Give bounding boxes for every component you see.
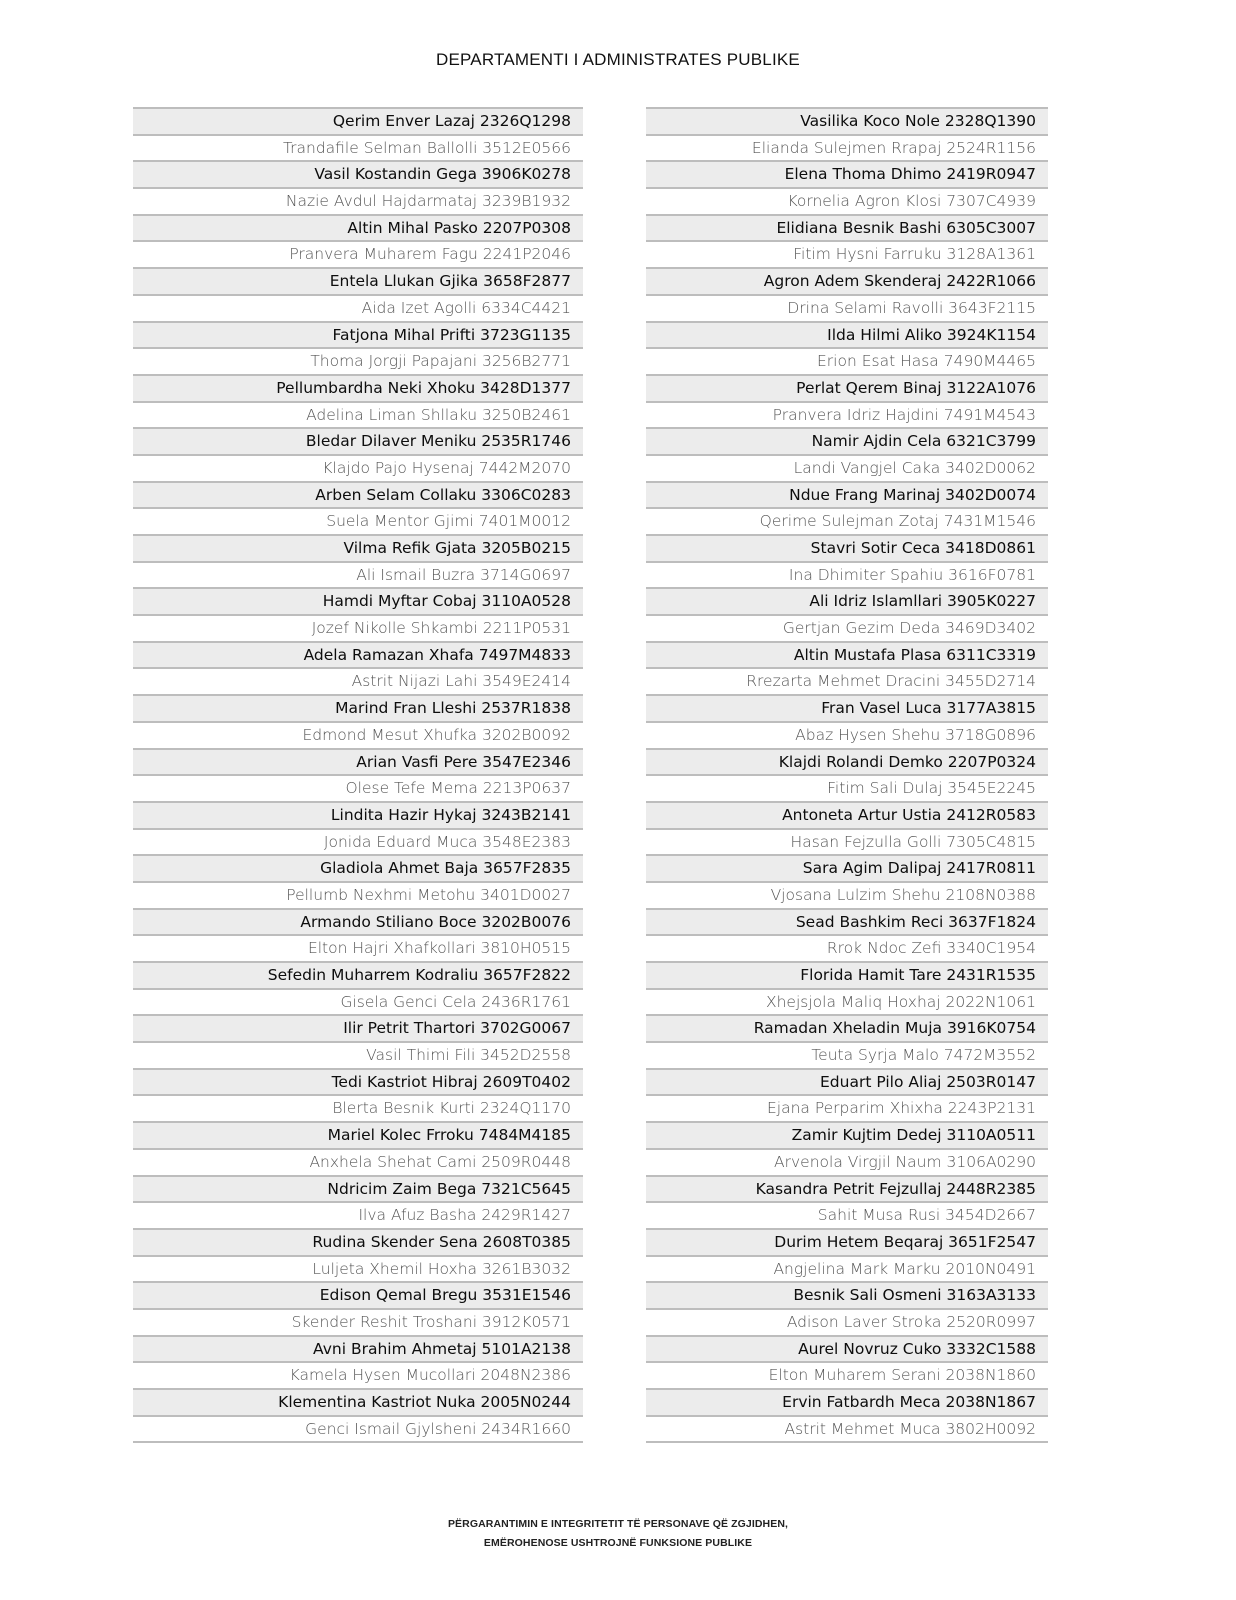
list-item: Avni Brahim Ahmetaj 5101A2138 bbox=[133, 1335, 583, 1362]
list-item: Vasil Thimi Fili 3452D2558 bbox=[133, 1041, 583, 1068]
footer-line-1: PËRGARANTIMIN E INTEGRITETIT TË PERSONAVE QË ZGJIDHEN, bbox=[447, 1518, 789, 1530]
list-item: Pranvera Idriz Hajdini 7491M4543 bbox=[646, 401, 1048, 428]
list-item: Ilir Petrit Thartori 3702G0067 bbox=[133, 1014, 583, 1041]
list-item: Edmond Mesut Xhufka 3202B0092 bbox=[133, 721, 583, 748]
list-item: Sefedin Muharrem Kodraliu 3657F2822 bbox=[133, 961, 583, 988]
list-item: Zamir Kujtim Dedej 3110A0511 bbox=[646, 1121, 1048, 1148]
list-item: Rrezarta Mehmet Dracini 3455D2714 bbox=[646, 667, 1048, 694]
list-item: Tedi Kastriot Hibraj 2609T0402 bbox=[133, 1068, 583, 1095]
list-item: Ndue Frang Marinaj 3402D0074 bbox=[646, 481, 1048, 508]
list-item: Fitim Hysni Farruku 3128A1361 bbox=[646, 240, 1048, 267]
list-item: Pranvera Muharem Fagu 2241P2046 bbox=[133, 240, 583, 267]
list-bottom-rule bbox=[646, 1441, 1048, 1443]
list-item: Gladiola Ahmet Baja 3657F2835 bbox=[133, 854, 583, 881]
list-item: Agron Adem Skenderaj 2422R1066 bbox=[646, 267, 1048, 294]
list-item: Qerim Enver Lazaj 2326Q1298 bbox=[133, 107, 583, 134]
list-item: Marind Fran Lleshi 2537R1838 bbox=[133, 694, 583, 721]
list-item: Pellumbardha Neki Xhoku 3428D1377 bbox=[133, 374, 583, 401]
list-item: Lindita Hazir Hykaj 3243B2141 bbox=[133, 801, 583, 828]
list-item: Hamdi Myftar Cobaj 3110A0528 bbox=[133, 587, 583, 614]
list-item: Mariel Kolec Frroku 7484M4185 bbox=[133, 1121, 583, 1148]
list-item: Vilma Refik Gjata 3205B0215 bbox=[133, 534, 583, 561]
footer-line-2: EMËROHENOSE USHTROJNË FUNKSIONE PUBLIKE bbox=[483, 1537, 753, 1549]
left-name-list bbox=[133, 107, 583, 1443]
list-item: Sead Bashkim Reci 3637F1824 bbox=[646, 908, 1048, 935]
list-item: Sahit Musa Rusi 3454D2667 bbox=[646, 1201, 1048, 1228]
list-item: Abaz Hysen Shehu 3718G0896 bbox=[646, 721, 1048, 748]
list-item: Perlat Qerem Binaj 3122A1076 bbox=[646, 374, 1048, 401]
list-item: Fran Vasel Luca 3177A3815 bbox=[646, 694, 1048, 721]
list-item: Kasandra Petrit Fejzullaj 2448R2385 bbox=[646, 1175, 1048, 1202]
footer bbox=[0, 1515, 1236, 1553]
list-item: Klajdi Rolandi Demko 2207P0324 bbox=[646, 748, 1048, 775]
list-item: Arben Selam Collaku 3306C0283 bbox=[133, 481, 583, 508]
list-item: Eduart Pilo Aliaj 2503R0147 bbox=[646, 1068, 1048, 1095]
list-item: Bledar Dilaver Meniku 2535R1746 bbox=[133, 427, 583, 454]
list-item: Drina Selami Ravolli 3643F2115 bbox=[646, 294, 1048, 321]
list-item: Florida Hamit Tare 2431R1535 bbox=[646, 961, 1048, 988]
list-item: Adela Ramazan Xhafa 7497M4833 bbox=[133, 641, 583, 668]
list-item: Vjosana Lulzim Shehu 2108N0388 bbox=[646, 881, 1048, 908]
list-item: Ejana Perparim Xhixha 2243P2131 bbox=[646, 1094, 1048, 1121]
list-item: Olese Tefe Mema 2213P0637 bbox=[133, 774, 583, 801]
list-item: Xhejsjola Maliq Hoxhaj 2022N1061 bbox=[646, 988, 1048, 1015]
list-item: Klajdo Pajo Hysenaj 7442M2070 bbox=[133, 454, 583, 481]
list-item: Ramadan Xheladin Muja 3916K0754 bbox=[646, 1014, 1048, 1041]
list-item: Aurel Novruz Cuko 3332C1588 bbox=[646, 1335, 1048, 1362]
list-item: Ilda Hilmi Aliko 3924K1154 bbox=[646, 321, 1048, 348]
list-item: Adison Laver Stroka 2520R0997 bbox=[646, 1308, 1048, 1335]
list-item: Arvenola Virgjil Naum 3106A0290 bbox=[646, 1148, 1048, 1175]
list-item: Adelina Liman Shllaku 3250B2461 bbox=[133, 401, 583, 428]
list-item: Erion Esat Hasa 7490M4465 bbox=[646, 347, 1048, 374]
list-item: Stavri Sotir Ceca 3418D0861 bbox=[646, 534, 1048, 561]
list-item: Ndricim Zaim Bega 7321C5645 bbox=[133, 1175, 583, 1202]
list-item: Skender Reshit Troshani 3912K0571 bbox=[133, 1308, 583, 1335]
list-item: Trandafile Selman Ballolli 3512E0566 bbox=[133, 134, 583, 161]
list-item: Angjelina Mark Marku 2010N0491 bbox=[646, 1255, 1048, 1282]
list-item: Gertjan Gezim Deda 3469D3402 bbox=[646, 614, 1048, 641]
list-item: Anxhela Shehat Cami 2509R0448 bbox=[133, 1148, 583, 1175]
list-item: Thoma Jorgji Papajani 3256B2771 bbox=[133, 347, 583, 374]
list-item: Aida Izet Agolli 6334C4421 bbox=[133, 294, 583, 321]
list-item: Astrit Mehmet Muca 3802H0092 bbox=[646, 1415, 1048, 1442]
list-item: Vasilika Koco Nole 2328Q1390 bbox=[646, 107, 1048, 134]
page-title: DEPARTAMENTI I ADMINISTRATES PUBLIKE bbox=[436, 50, 800, 69]
list-item: Fatjona Mihal Prifti 3723G1135 bbox=[133, 321, 583, 348]
list-item: Fitim Sali Dulaj 3545E2245 bbox=[646, 774, 1048, 801]
list-item: Ervin Fatbardh Meca 2038N1867 bbox=[646, 1388, 1048, 1415]
list-item: Pellumb Nexhmi Metohu 3401D0027 bbox=[133, 881, 583, 908]
list-item: Elidiana Besnik Bashi 6305C3007 bbox=[646, 214, 1048, 241]
list-item: Ali Idriz Islamllari 3905K0227 bbox=[646, 587, 1048, 614]
list-item: Elianda Sulejmen Rrapaj 2524R1156 bbox=[646, 134, 1048, 161]
list-item: Elena Thoma Dhimo 2419R0947 bbox=[646, 160, 1048, 187]
list-item: Elton Muharem Serani 2038N1860 bbox=[646, 1361, 1048, 1388]
list-item: Elton Hajri Xhafkollari 3810H0515 bbox=[133, 934, 583, 961]
list-item: Gisela Genci Cela 2436R1761 bbox=[133, 988, 583, 1015]
list-item: Jozef Nikolle Shkambi 2211P0531 bbox=[133, 614, 583, 641]
list-item: Altin Mihal Pasko 2207P0308 bbox=[133, 214, 583, 241]
list-item: Ina Dhimiter Spahiu 3616F0781 bbox=[646, 561, 1048, 588]
list-item: Sara Agim Dalipaj 2417R0811 bbox=[646, 854, 1048, 881]
list-item: Klementina Kastriot Nuka 2005N0244 bbox=[133, 1388, 583, 1415]
list-item: Edison Qemal Bregu 3531E1546 bbox=[133, 1281, 583, 1308]
list-item: Arian Vasfi Pere 3547E2346 bbox=[133, 748, 583, 775]
list-item: Jonida Eduard Muca 3548E2383 bbox=[133, 828, 583, 855]
list-item: Teuta Syrja Malo 7472M3552 bbox=[646, 1041, 1048, 1068]
right-name-list bbox=[646, 107, 1048, 1443]
list-item: Blerta Besnik Kurti 2324Q1170 bbox=[133, 1094, 583, 1121]
list-item: Astrit Nijazi Lahi 3549E2414 bbox=[133, 667, 583, 694]
list-item: Durim Hetem Beqaraj 3651F2547 bbox=[646, 1228, 1048, 1255]
list-item: Altin Mustafa Plasa 6311C3319 bbox=[646, 641, 1048, 668]
list-item: Rudina Skender Sena 2608T0385 bbox=[133, 1228, 583, 1255]
list-item: Genci Ismail Gjylsheni 2434R1660 bbox=[133, 1415, 583, 1442]
list-item: Antoneta Artur Ustia 2412R0583 bbox=[646, 801, 1048, 828]
list-item: Armando Stiliano Boce 3202B0076 bbox=[133, 908, 583, 935]
list-item: Luljeta Xhemil Hoxha 3261B3032 bbox=[133, 1255, 583, 1282]
list-bottom-rule bbox=[133, 1441, 583, 1443]
list-item: Landi Vangjel Caka 3402D0062 bbox=[646, 454, 1048, 481]
list-item: Ali Ismail Buzra 3714G0697 bbox=[133, 561, 583, 588]
list-item: Ilva Afuz Basha 2429R1427 bbox=[133, 1201, 583, 1228]
list-item: Kamela Hysen Mucollari 2048N2386 bbox=[133, 1361, 583, 1388]
list-item: Nazie Avdul Hajdarmataj 3239B1932 bbox=[133, 187, 583, 214]
list-item: Vasil Kostandin Gega 3906K0278 bbox=[133, 160, 583, 187]
list-item: Rrok Ndoc Zefi 3340C1954 bbox=[646, 934, 1048, 961]
list-item: Namir Ajdin Cela 6321C3799 bbox=[646, 427, 1048, 454]
list-item: Qerime Sulejman Zotaj 7431M1546 bbox=[646, 507, 1048, 534]
list-item: Besnik Sali Osmeni 3163A3133 bbox=[646, 1281, 1048, 1308]
list-item: Suela Mentor Gjimi 7401M0012 bbox=[133, 507, 583, 534]
list-item: Kornelia Agron Klosi 7307C4939 bbox=[646, 187, 1048, 214]
list-item: Entela Llukan Gjika 3658F2877 bbox=[133, 267, 583, 294]
list-item: Hasan Fejzulla Golli 7305C4815 bbox=[646, 828, 1048, 855]
